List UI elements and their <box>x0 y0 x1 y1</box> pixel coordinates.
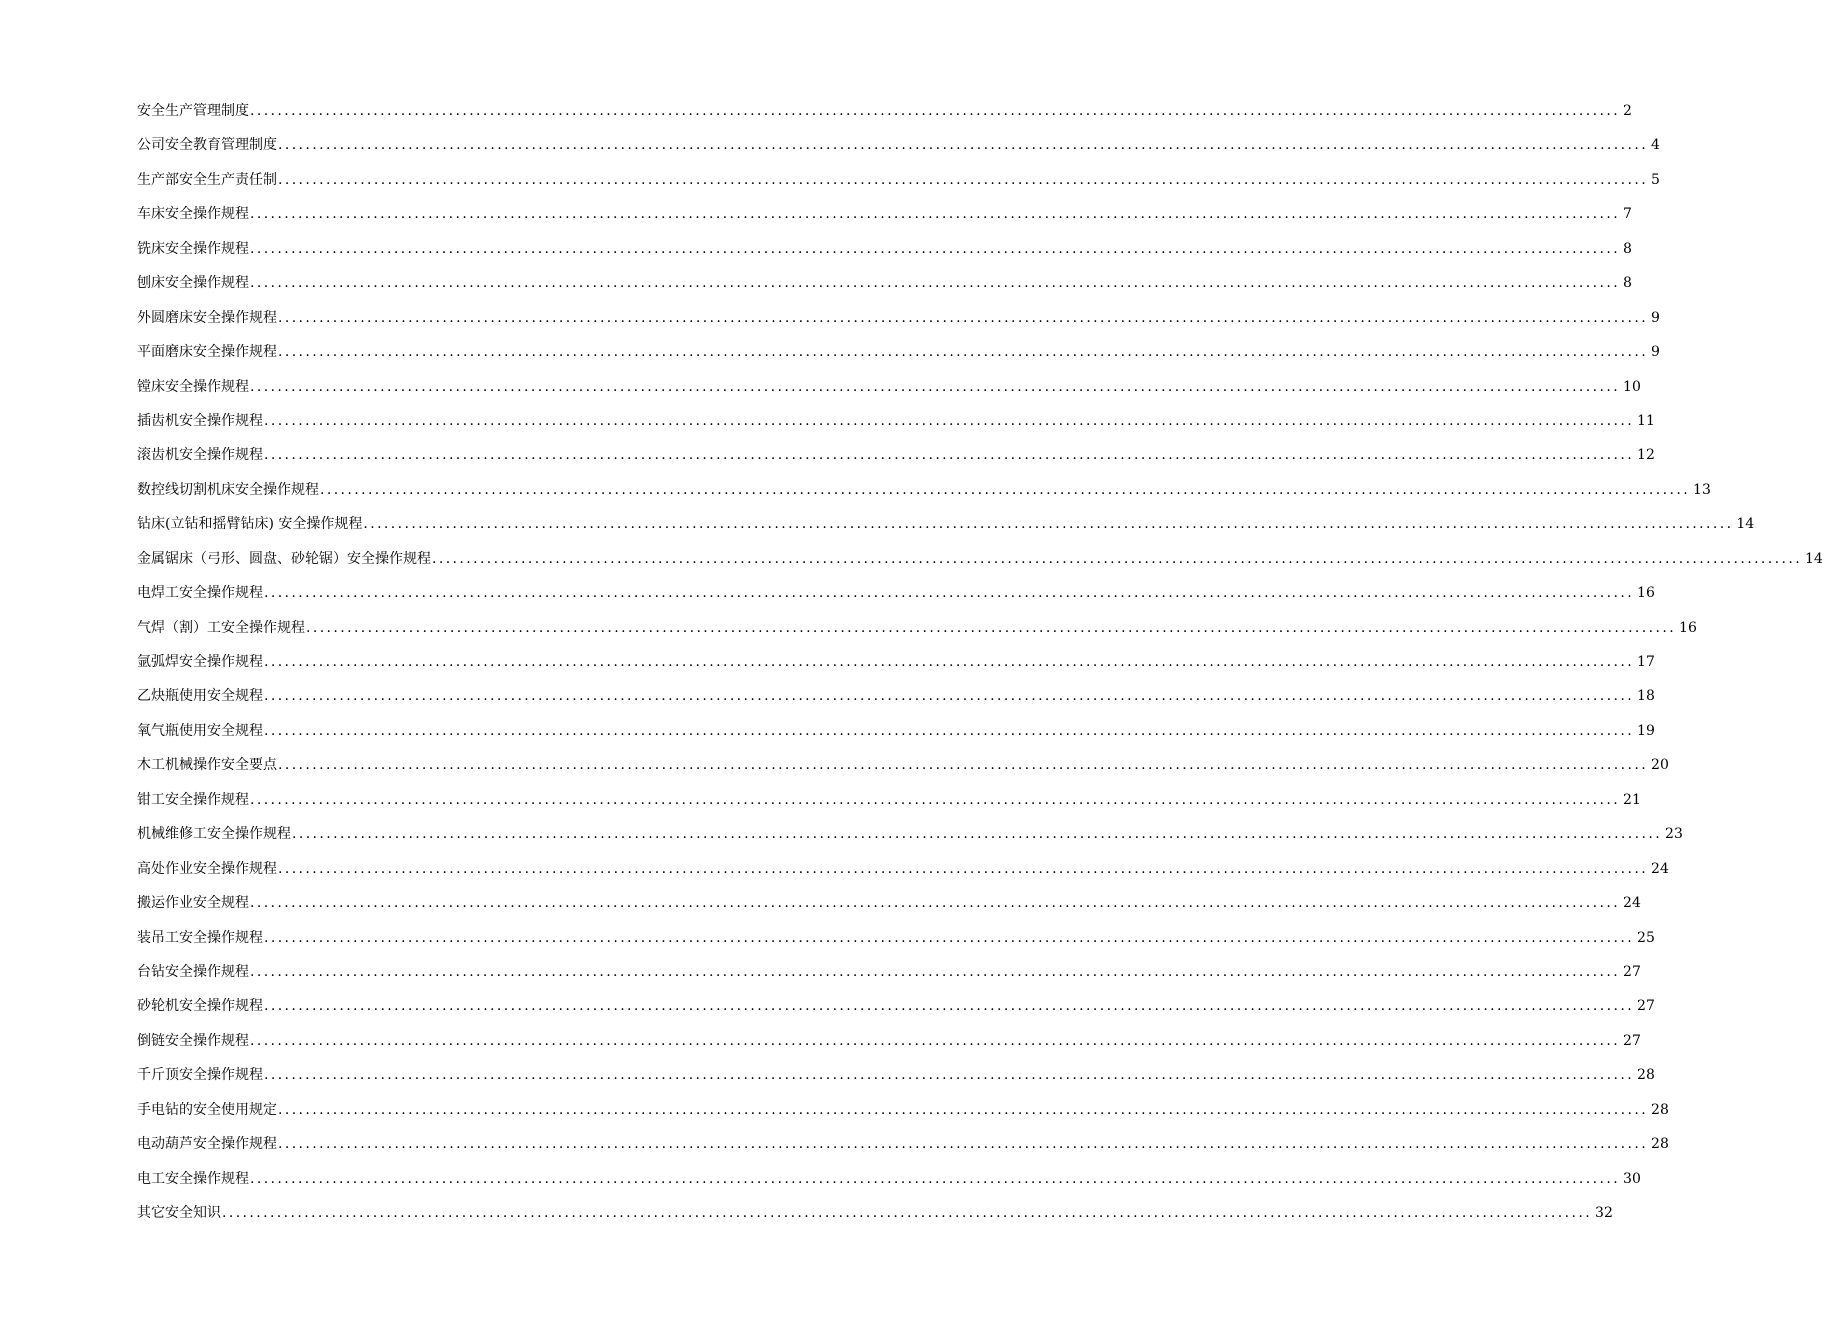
toc-entry-title: 电动葫芦安全操作规程 <box>137 1136 277 1153</box>
toc-entry-page-number: 8 <box>1623 275 1632 292</box>
toc-dot-leader: ........................................................................................................................................................................................................ <box>250 963 1621 980</box>
toc-entry-page-number: 8 <box>1623 240 1632 257</box>
toc-entry[interactable] <box>137 686 1655 720</box>
toc-dot-leader: ........................................................................................................................................................................................................ <box>264 654 1635 670</box>
toc-entry-title: 机械维修工安全操作规程 <box>137 826 291 843</box>
toc-dot-leader: ........................................................................................................................................................................................................ <box>278 344 1649 361</box>
toc-entry[interactable] <box>137 928 1655 962</box>
toc-entry[interactable] <box>137 308 1660 342</box>
toc-entry[interactable] <box>137 411 1655 445</box>
toc-dot-leader: ........................................................................................................................................................................................................ <box>278 309 1649 326</box>
toc-entry-title: 搬运作业安全规程 <box>137 895 249 912</box>
toc-entry[interactable] <box>137 618 1697 652</box>
toc-entry-title: 乙炔瓶使用安全规程 <box>137 688 263 705</box>
toc-entry[interactable] <box>137 204 1632 238</box>
toc-entry[interactable] <box>137 893 1641 927</box>
toc-entry-page-number: 27 <box>1637 998 1655 1015</box>
toc-entry-page-number: 20 <box>1651 757 1669 774</box>
toc-entry-page-number: 17 <box>1637 654 1655 670</box>
toc-entry-page-number: 24 <box>1623 895 1641 912</box>
toc-entry-title: 金属锯床（弓形、圆盘、砂轮锯）安全操作规程 <box>137 550 431 567</box>
toc-dot-leader: ........................................................................................................................................................................................................ <box>278 1136 1649 1153</box>
toc-dot-leader: ........................................................................................................................................................................................................ <box>292 826 1663 843</box>
toc-entry[interactable] <box>137 514 1755 548</box>
toc-entry-title: 氧气瓶使用安全规程 <box>137 722 263 739</box>
toc-entry-title: 台钻安全操作规程 <box>137 963 249 980</box>
toc-entry-title: 千斤顶安全操作规程 <box>137 1067 263 1084</box>
toc-entry[interactable] <box>137 755 1669 789</box>
toc-entry-page-number: 18 <box>1637 688 1655 705</box>
toc-dot-leader: ........................................................................................................................................................................................................ <box>278 171 1649 188</box>
toc-entry-title: 氩弧焊安全操作规程 <box>137 654 263 670</box>
toc-entry-page-number: 16 <box>1637 585 1655 602</box>
table-of-contents <box>137 101 1823 1237</box>
toc-entry-page-number: 28 <box>1651 1136 1669 1153</box>
toc-entry[interactable] <box>137 1169 1641 1203</box>
toc-entry-title: 数控线切割机床安全操作规程 <box>137 481 319 498</box>
toc-dot-leader: ........................................................................................................................................................................................................ <box>264 1067 1635 1084</box>
toc-entry[interactable] <box>137 377 1641 411</box>
toc-entry-page-number: 12 <box>1637 447 1655 464</box>
toc-entry-title: 滚齿机安全操作规程 <box>137 447 263 464</box>
toc-entry-title: 生产部安全生产责任制 <box>137 171 277 188</box>
toc-entry-title: 高处作业安全操作规程 <box>137 860 277 877</box>
toc-entry-page-number: 27 <box>1623 963 1641 980</box>
toc-entry[interactable] <box>137 962 1641 996</box>
toc-entry-title: 装吊工安全操作规程 <box>137 929 263 946</box>
toc-entry-page-number: 7 <box>1623 206 1632 223</box>
toc-entry-title: 钳工安全操作规程 <box>137 791 249 808</box>
toc-entry-title: 手电钻的安全使用规定 <box>137 1101 277 1118</box>
toc-entry-page-number: 28 <box>1651 1101 1669 1118</box>
toc-entry-page-number: 13 <box>1693 481 1711 498</box>
toc-dot-leader: ........................................................................................................................................................................................................ <box>278 137 1649 154</box>
toc-entry[interactable] <box>137 342 1660 376</box>
toc-dot-leader: ........................................................................................................................................................................................................ <box>306 619 1677 636</box>
toc-entry-page-number: 9 <box>1651 344 1660 361</box>
toc-dot-leader: ........................................................................................................................................................................................................ <box>250 240 1621 257</box>
toc-entry[interactable] <box>137 996 1655 1030</box>
toc-dot-leader: ........................................................................................................................................................................................................ <box>250 1032 1621 1049</box>
toc-dot-leader: ........................................................................................................................................................................................................ <box>264 688 1635 705</box>
toc-entry-title: 木工机械操作安全要点 <box>137 757 277 774</box>
toc-entry[interactable] <box>137 239 1632 273</box>
toc-entry-title: 刨床安全操作规程 <box>137 275 249 292</box>
toc-entry-title: 镗床安全操作规程 <box>137 378 249 395</box>
toc-dot-leader: ........................................................................................................................................................................................................ <box>264 929 1635 946</box>
toc-entry-page-number: 9 <box>1651 309 1660 326</box>
toc-dot-leader: ........................................................................................................................................................................................................ <box>278 1101 1649 1118</box>
toc-entry-title: 倒链安全操作规程 <box>137 1032 249 1049</box>
toc-dot-leader: ........................................................................................................................................................................................................ <box>250 791 1621 808</box>
toc-dot-leader: ........................................................................................................................................................................................................ <box>432 550 1803 567</box>
toc-entry-page-number: 4 <box>1651 137 1660 154</box>
toc-entry-page-number: 2 <box>1623 103 1632 119</box>
toc-entry-title: 电焊工安全操作规程 <box>137 585 263 602</box>
toc-entry-title: 砂轮机安全操作规程 <box>137 998 263 1015</box>
toc-dot-leader: ........................................................................................................................................................................................................ <box>250 206 1621 223</box>
toc-entry[interactable] <box>137 1065 1655 1099</box>
toc-dot-leader: ........................................................................................................................................................................................................ <box>250 895 1621 912</box>
toc-entry-title: 钻床(立钻和摇臂钻床) 安全操作规程 <box>137 516 363 533</box>
toc-dot-leader: ........................................................................................................................................................................................................ <box>278 860 1649 877</box>
toc-entry-page-number: 14 <box>1805 550 1823 567</box>
toc-dot-leader: ........................................................................................................................................................................................................ <box>250 103 1621 119</box>
toc-entry-title: 平面磨床安全操作规程 <box>137 344 277 361</box>
toc-entry[interactable] <box>137 1100 1669 1134</box>
toc-entry[interactable] <box>137 1031 1641 1065</box>
toc-dot-leader: ........................................................................................................................................................................................................ <box>278 757 1649 774</box>
toc-entry[interactable] <box>137 859 1669 893</box>
toc-entry-page-number: 28 <box>1637 1067 1655 1084</box>
toc-entry-page-number: 11 <box>1637 412 1655 429</box>
toc-entry-title: 外圆磨床安全操作规程 <box>137 309 277 326</box>
toc-entry-title: 电工安全操作规程 <box>137 1170 249 1187</box>
toc-dot-leader: ........................................................................................................................................................................................................ <box>264 585 1635 602</box>
toc-entry[interactable] <box>137 480 1711 514</box>
toc-entry-title: 铣床安全操作规程 <box>137 240 249 257</box>
toc-entry-page-number: 16 <box>1679 619 1697 636</box>
toc-entry-page-number: 27 <box>1623 1032 1641 1049</box>
toc-dot-leader: ........................................................................................................................................................................................................ <box>264 447 1635 464</box>
toc-entry[interactable] <box>137 170 1660 204</box>
toc-entry[interactable] <box>137 790 1641 824</box>
toc-entry[interactable] <box>137 824 1683 858</box>
toc-entry[interactable] <box>137 135 1660 169</box>
toc-dot-leader: ........................................................................................................................................................................................................ <box>250 275 1621 292</box>
toc-entry-page-number: 30 <box>1623 1170 1641 1187</box>
toc-dot-leader: ........................................................................................................................................................................................................ <box>363 516 1734 533</box>
toc-entry-page-number: 25 <box>1637 929 1655 946</box>
toc-entry-title: 车床安全操作规程 <box>137 206 249 223</box>
toc-entry[interactable] <box>137 273 1632 307</box>
toc-entry-title: 气焊（割）工安全操作规程 <box>137 619 305 636</box>
toc-entry-page-number: 23 <box>1665 826 1683 843</box>
toc-entry-page-number: 5 <box>1651 171 1660 188</box>
toc-entry-page-number: 19 <box>1637 722 1655 739</box>
toc-entry-title: 其它安全知识 <box>137 1205 221 1221</box>
toc-entry-title: 插齿机安全操作规程 <box>137 412 263 429</box>
toc-entry-page-number: 10 <box>1623 378 1641 395</box>
toc-entry[interactable] <box>137 101 1632 135</box>
toc-entry[interactable] <box>137 583 1655 617</box>
toc-dot-leader: ........................................................................................................................................................................................................ <box>250 1170 1621 1187</box>
toc-entry[interactable] <box>137 1203 1613 1237</box>
toc-entry-title: 安全生产管理制度 <box>137 103 249 119</box>
toc-dot-leader: ........................................................................................................................................................................................................ <box>264 412 1635 429</box>
toc-entry[interactable] <box>137 549 1823 583</box>
toc-dot-leader: ........................................................................................................................................................................................................ <box>264 998 1635 1015</box>
toc-entry-page-number: 21 <box>1623 791 1641 808</box>
toc-entry-page-number: 24 <box>1651 860 1669 877</box>
toc-dot-leader: ........................................................................................................................................................................................................ <box>264 722 1635 739</box>
toc-dot-leader: ........................................................................................................................................................................................................ <box>250 378 1621 395</box>
toc-dot-leader: ........................................................................................................................................................................................................ <box>320 481 1691 498</box>
toc-entry[interactable] <box>137 721 1655 755</box>
toc-entry[interactable] <box>137 652 1655 686</box>
toc-entry[interactable] <box>137 445 1655 479</box>
toc-entry[interactable] <box>137 1134 1669 1168</box>
toc-entry-page-number: 14 <box>1736 516 1755 533</box>
toc-dot-leader: ........................................................................................................................................................................................................ <box>222 1205 1593 1221</box>
toc-entry-page-number: 32 <box>1595 1205 1613 1221</box>
toc-entry-title: 公司安全教育管理制度 <box>137 137 277 154</box>
